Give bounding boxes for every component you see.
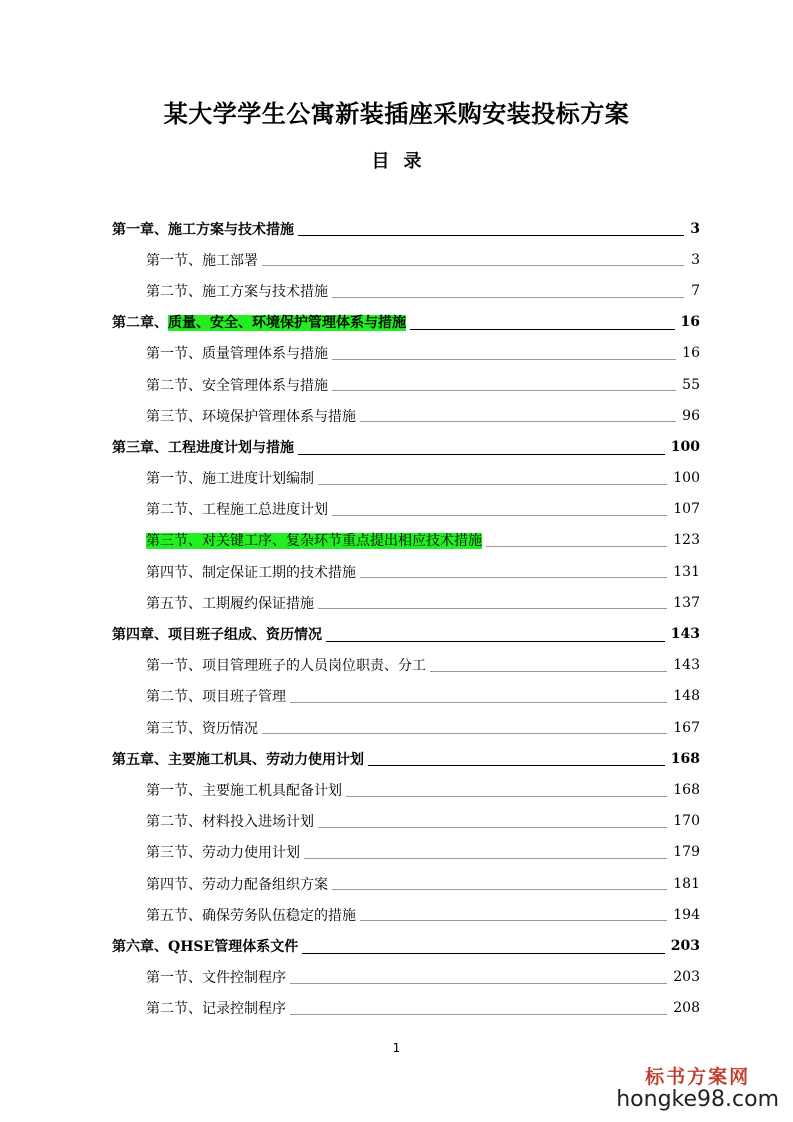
toc-entry-text: 第三节、劳动力使用计划 (146, 845, 300, 862)
toc-leader-line (262, 733, 667, 734)
toc-entry-label (146, 250, 258, 270)
toc-entry-text: 第五章、主要施工机具、劳动力使用计划 (112, 751, 364, 768)
toc-entry-text: 第二节、项目班子管理 (146, 689, 286, 706)
toc-section-entry[interactable] (112, 494, 700, 525)
toc-section-entry[interactable] (112, 681, 700, 712)
toc-entry-label (146, 718, 258, 738)
toc-leader-line (332, 390, 676, 391)
toc-page-number: 203 (673, 969, 700, 986)
toc-section-entry[interactable] (112, 712, 700, 743)
toc-entry-label (146, 375, 328, 395)
toc-chapter-entry[interactable] (112, 213, 700, 244)
toc-entry-text: 第二节、施工方案与技术措施 (146, 283, 328, 300)
toc-entry-text: 第三章、工程进度计划与措施 (112, 439, 294, 456)
toc-section-entry[interactable] (112, 899, 700, 930)
toc-page-number: 170 (673, 813, 700, 830)
toc-entry-highlighted-text: 第三节、对关键工序、复杂环节重点提出相应技术措施 (146, 533, 482, 550)
toc-page-number: 148 (673, 688, 700, 705)
watermark-url: hongke98.com (616, 1087, 779, 1112)
toc-entry-label (112, 219, 294, 239)
toc-entry-text: 第三节、环境保护管理体系与措施 (146, 408, 356, 425)
toc-chapter-entry[interactable] (112, 930, 700, 961)
toc-leader-line (326, 641, 665, 642)
toc-page-number: 3 (691, 251, 700, 268)
toc-chapter-entry[interactable] (112, 431, 700, 462)
toc-page-number: 100 (673, 470, 700, 487)
toc-page-number: 208 (673, 1000, 700, 1017)
watermark-name: 标书方案网 (645, 1066, 751, 1088)
document-title: 某大学学生公寓新装插座采购安装投标方案 (163, 99, 630, 128)
toc-page-number: 16 (680, 314, 700, 331)
toc-heading: 目录 (371, 151, 436, 172)
toc-leader-line (332, 889, 667, 890)
toc-leader-line (332, 515, 667, 516)
toc-leader-line (304, 858, 667, 859)
toc-entry-text: 第四章、项目班子组成、资历情况 (112, 627, 322, 644)
toc-page-number: 123 (673, 532, 700, 549)
toc-leader-line (486, 546, 667, 547)
toc-leader-line (318, 484, 667, 485)
toc-leader-line (298, 235, 684, 236)
toc-page-number: 179 (673, 844, 700, 861)
toc-entry-label (146, 343, 328, 363)
toc-section-entry[interactable] (112, 868, 700, 899)
toc-leader-line (410, 329, 675, 330)
toc-section-entry[interactable] (112, 400, 700, 431)
toc-leader-line (368, 765, 665, 766)
toc-page-number: 137 (673, 594, 700, 611)
toc-entry-text: 第一节、文件控制程序 (146, 970, 286, 987)
toc-entry-text: 第一节、质量管理体系与措施 (146, 346, 328, 363)
toc-section-entry[interactable] (112, 806, 700, 837)
toc-leader-line (360, 421, 676, 422)
toc-page-number: 16 (682, 345, 700, 362)
toc-chapter-entry[interactable] (112, 307, 700, 338)
toc-leader-line (332, 359, 676, 360)
toc-page-number: 143 (670, 626, 700, 643)
toc-entry-label (146, 686, 286, 706)
toc-entry-text: 第二章、 (112, 315, 168, 332)
toc-section-entry[interactable] (112, 275, 700, 306)
toc-page-number: 194 (673, 906, 700, 923)
toc-entry-text: 第一节、项目管理班子的人员岗位职责、分工 (146, 658, 426, 675)
toc-leader-line (318, 608, 667, 609)
toc-section-entry[interactable] (112, 650, 700, 681)
toc-entry-text: 第五节、确保劳务队伍稳定的措施 (146, 907, 356, 924)
toc-entry-text: 第一节、施工进度计划编制 (146, 471, 314, 488)
toc-entry-text: 第一章、施工方案与技术措施 (112, 221, 294, 238)
toc-leader-line (290, 702, 667, 703)
toc-entry-label (146, 655, 426, 675)
toc-entry-label (112, 749, 364, 769)
toc-page-number: 55 (682, 376, 700, 393)
toc-leader-line (302, 953, 665, 954)
toc-entry-label (146, 406, 356, 426)
toc-page-number: 3 (690, 220, 700, 237)
toc-section-entry[interactable] (112, 962, 700, 993)
toc-page-number: 131 (673, 563, 700, 580)
toc-page-number: 168 (670, 750, 700, 767)
toc-page-number: 203 (670, 937, 700, 954)
toc-entry-label (146, 967, 286, 987)
toc-entry-label (146, 562, 356, 582)
toc-entry-label (146, 499, 328, 519)
toc-leader-line (360, 577, 667, 578)
page-number: 1 (392, 1041, 401, 1055)
toc-page-number: 107 (673, 501, 700, 518)
toc-entry-text: 第四节、劳动力配备组织方案 (146, 876, 328, 893)
toc-entry-label (146, 530, 482, 550)
toc-section-entry[interactable] (112, 369, 700, 400)
toc-entry-label (112, 312, 406, 332)
toc-section-entry[interactable] (112, 556, 700, 587)
toc-chapter-entry[interactable] (112, 743, 700, 774)
toc-leader-line (298, 454, 665, 455)
toc-entry-text: 第二节、材料投入进场计划 (146, 814, 314, 831)
toc-entry-label (112, 437, 294, 457)
toc-entry-text: 第二节、安全管理体系与措施 (146, 377, 328, 394)
toc-entry-text: 第二节、记录控制程序 (146, 1001, 286, 1018)
toc-page-number: 96 (682, 407, 700, 424)
toc-entry-text: 第四节、制定保证工期的技术措施 (146, 564, 356, 581)
toc-entry-label (146, 874, 328, 894)
toc-page-number: 168 (673, 781, 700, 798)
toc-entry-label (146, 811, 314, 831)
toc-page-number: 143 (673, 657, 700, 674)
toc-entry-label (146, 593, 314, 613)
toc-entry-label (146, 842, 300, 862)
toc-entry-label (146, 780, 342, 800)
toc-entry-label (112, 936, 298, 956)
toc-section-entry[interactable] (112, 837, 700, 868)
toc-entry-text: 第三节、资历情况 (146, 720, 258, 737)
toc-page-number: 181 (673, 875, 700, 892)
toc-leader-line (346, 796, 667, 797)
toc-entry-label (146, 468, 314, 488)
toc-entry-text: 第五节、工期履约保证措施 (146, 595, 314, 612)
toc-section-entry[interactable] (112, 774, 700, 805)
toc-chapter-entry[interactable] (112, 618, 700, 649)
toc-leader-line (290, 1014, 667, 1015)
toc-entry-text: 第一节、施工部署 (146, 252, 258, 269)
toc-page-number: 100 (670, 438, 700, 455)
toc-section-entry[interactable] (112, 338, 700, 369)
toc-entry-text: 第一节、主要施工机具配备计划 (146, 782, 342, 799)
toc-section-entry[interactable] (112, 587, 700, 618)
toc-page-number: 167 (673, 719, 700, 736)
toc-entry-label (146, 281, 328, 301)
toc-leader-line (360, 920, 667, 921)
watermark-logo (616, 1062, 779, 1112)
toc-entry-label (146, 905, 356, 925)
toc-leader-line (332, 297, 684, 298)
toc-section-entry[interactable] (112, 244, 700, 275)
toc-section-entry[interactable] (112, 463, 700, 494)
toc-section-entry[interactable] (112, 993, 700, 1024)
toc-page-number: 7 (691, 282, 700, 299)
toc-leader-line (318, 827, 667, 828)
toc-entry-label (146, 998, 286, 1018)
toc-leader-line (262, 265, 684, 266)
toc-leader-line (290, 983, 667, 984)
table-of-contents (112, 213, 700, 1024)
toc-entry-highlighted-text: 质量、安全、环境保护管理体系与措施 (168, 315, 406, 332)
toc-section-entry[interactable] (112, 525, 700, 556)
toc-entry-text: 第六章、QHSE管理体系文件 (112, 938, 299, 955)
toc-entry-label (112, 624, 322, 644)
toc-entry-text: 第二节、工程施工总进度计划 (146, 502, 328, 519)
toc-leader-line (430, 671, 667, 672)
